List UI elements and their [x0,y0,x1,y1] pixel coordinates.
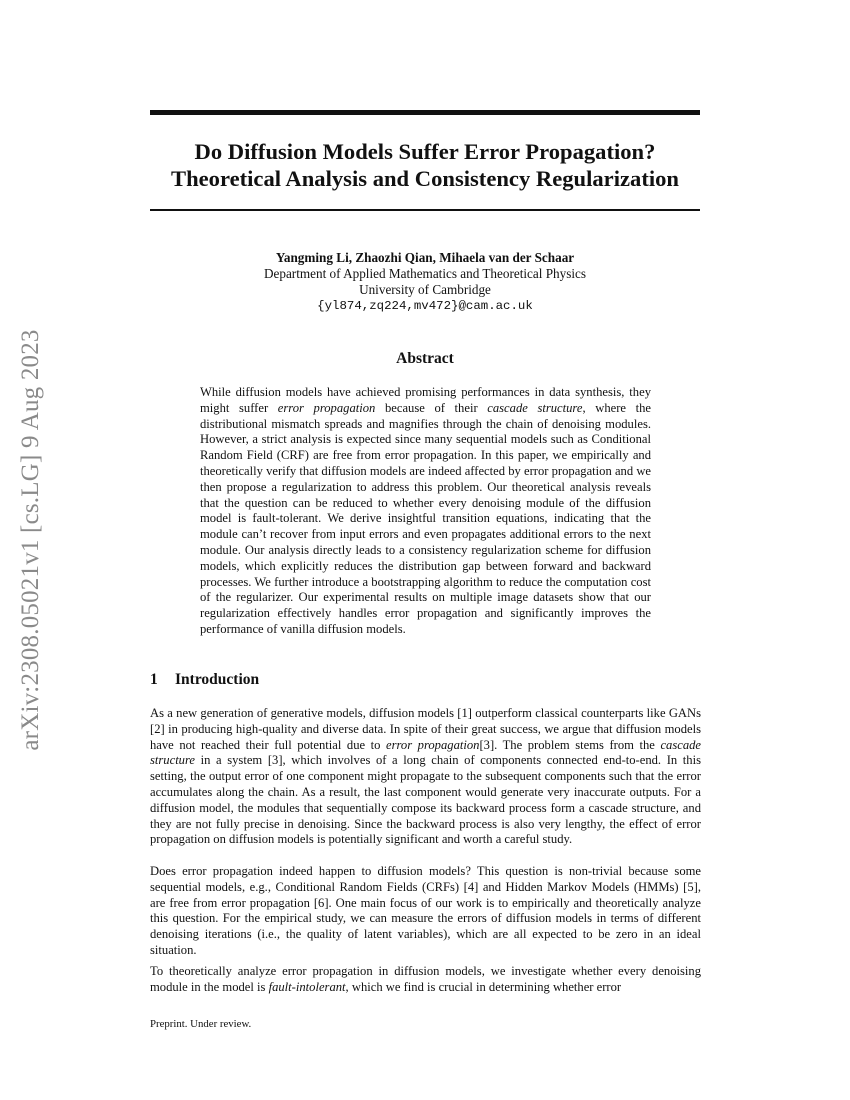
paragraph-text: [3]. The problem stems from the [479,737,661,752]
abstract-body [200,385,651,638]
abstract-text: While diffusion models have achieved promising performances in data synthesis, they might suffer [200,385,651,415]
intro-paragraph-3 [150,964,701,996]
abstract-emphasis: error propagation [277,400,376,415]
abstract-emphasis: cascade structure [487,400,583,415]
title-rule-bottom [150,209,700,211]
paragraph-emphasis: error propagation [385,737,480,752]
section-number: 1 [150,671,158,688]
title-line-1: Do Diffusion Models Suffer Error Propagation? [194,139,656,164]
author-department: Department of Applied Mathematics and Theoretical Physics [263,266,587,281]
author-block [150,250,700,314]
intro-paragraph-2: Does error propagation indeed happen to diffusion models? This question is non-trivial because some sequential models, e.g., Conditional Random Fields (CRFs) [4] and Hidden Markov Models (HMMs) [5], are free from error propagation [6]. One main focus of our work is to empirically and theoretically analyze this question. For the empirical study, we can measure the errors of diffusion models in terms of different denoising iterations (i.e., the quality of latent variables), which are all expected to be zero in an ideal situation. [150,864,701,957]
paragraph-text: , which we find is crucial in determining whether error [345,979,622,994]
arxiv-identifier: arXiv:2308.05021v1 [cs.LG] 9 Aug 2023 [17,329,44,751]
arxiv-sidebar [6,295,56,785]
page-footer: Preprint. Under review. [150,1018,252,1030]
abstract-text: , where the distributional mismatch spreads and magnifies through the chain of denoising modules. However, a strict analysis is expected since many sequential models such as Conditional Random Field (CRF) are free from error propagation. In this paper, we empirically and theoretically verify that diffusion models are indeed affected by error propagation and we then propose a regularization to address this problem. Our theoretical analysis reveals that the question can be reduced to whether every denoising module of the diffusion model is fault-tolerant. We derive insightful transition equations, indicating that the module can’t recover from input errors and even propagates additional errors to the next module. Our analysis directly leads to a consistency regularization scheme for diffusion models, which explicitly reduces the distribution gap between forward and backward processes. We further introduce a bootstrapping algorithm to reduce the computation cost of the regularizer. Our experimental results on multiple image datasets show that our regularization effectively handles error propagation and significantly improves the performance of vanilla diffusion models. [200,400,652,636]
section-title: Introduction [175,671,260,688]
title-line-2: Theoretical Analysis and Consistency Regularization [171,166,679,191]
paragraph-text: As a new generation of generative models, diffusion models [1] outperform classical counterparts like GANs [2] in producing high-quality and diverse data. In spite of their great success, we argue that diffusion models have not reached their full potential due to [150,706,701,752]
intro-paragraph-1 [150,706,701,848]
author-emails: {yl874,zq224,mv472}@cam.ac.uk [317,299,533,313]
paragraph-text: in a system [3], which involves of a long chain of components connected end-to-end. In this setting, the output error of one component might propagate to the subsequent components such that the error accumulates along the chain. As a result, the last component would generate very inaccurate outputs. For a diffusion model, the modules that sequentially compose its backward process form a cascade structure, and they are not fully precise in denoising. Since the backward process is also very lengthy, the effect of error propagation on diffusion models is potentially significant and worth a careful study. [150,753,701,847]
author-names: Yangming Li, Zhaozhi Qian, Mihaela van der Schaar [275,250,575,265]
paper-title [150,138,700,192]
section-heading-introduction [150,671,259,689]
paragraph-emphasis: fault-intolerant [268,979,346,994]
author-university: University of Cambridge [359,282,491,297]
paragraph-emphasis: cascade structure [150,737,702,768]
abstract-heading: Abstract [396,350,454,367]
paragraph-text: To theoretically analyze error propagation in diffusion models, we investigate whether every denoising module in the model is [150,964,701,994]
title-rule-top [150,110,700,115]
abstract-text: because of their [375,400,488,415]
